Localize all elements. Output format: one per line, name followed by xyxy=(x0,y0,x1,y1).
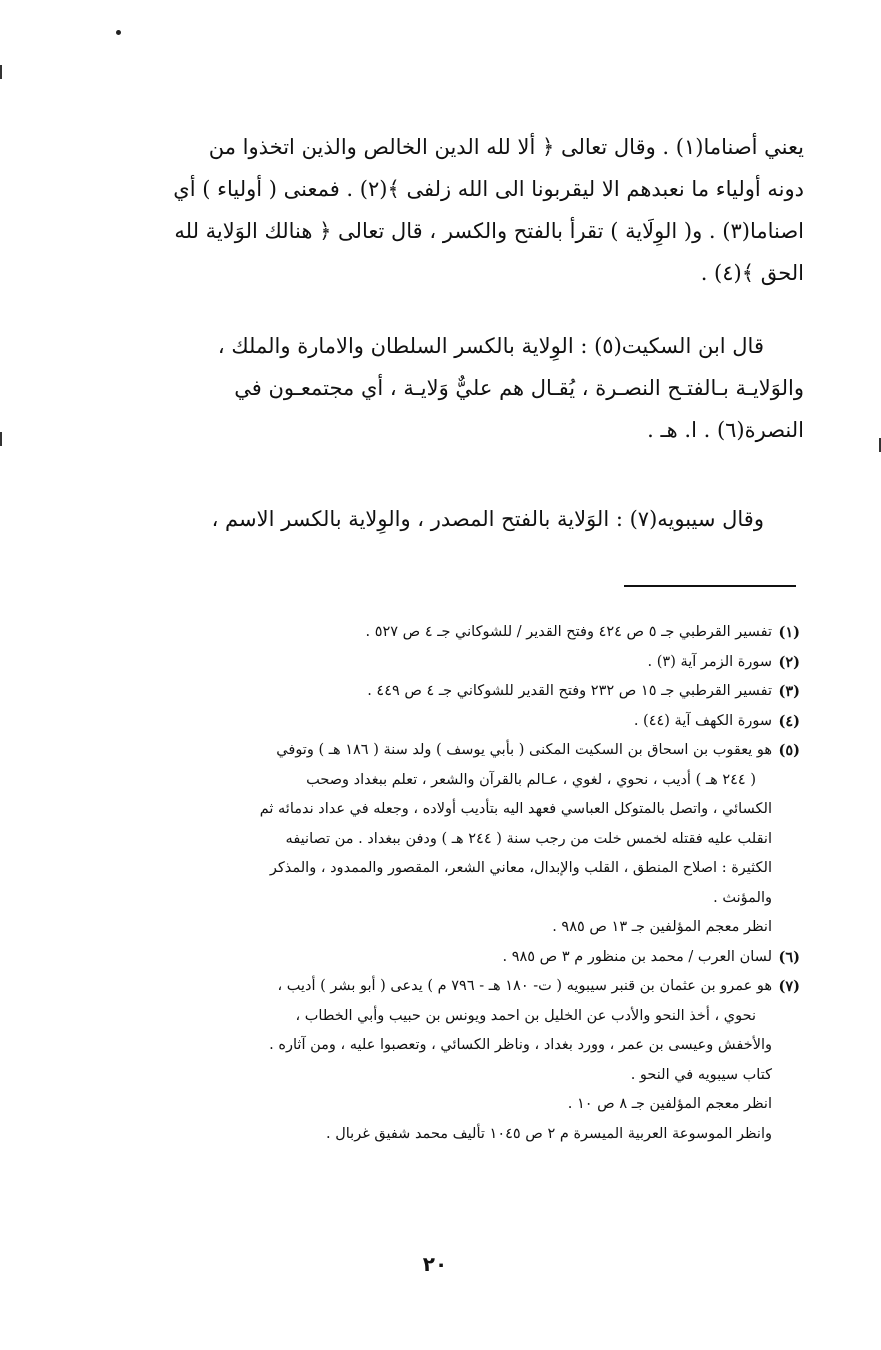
footnote-1 xyxy=(100,618,800,648)
footnote-text: تفسير القرطبي جـ ١٥ ص ٢٣٢ وفتح القدير للشوكاني جـ ٤ ص ٤٤٩ . xyxy=(367,683,772,699)
footnote-6 xyxy=(100,943,800,973)
ink-dot xyxy=(116,30,121,35)
body-line: يعني أصناما(١) . وقال تعالى ﴿ ألا لله الدين الخالص والذين اتخذوا من xyxy=(208,135,804,159)
footnote-text: والأخفش وعيسى بن عمر ، وورد بغداد ، وناظر الكسائي ، وتعصبوا عليه ، ومن آثاره . xyxy=(269,1037,772,1053)
body-paragraph-3 xyxy=(104,498,804,540)
footnote-text: الكثيرة : اصلاح المنطق ، القلب والإبدال، معاني الشعر، المقصور والممدود ، والمذكر xyxy=(269,860,772,876)
footnote-text: هو عمرو بن عثمان بن قنبر سيبويه ( ت- ١٨٠ هـ - ٧٩٦ م ) يدعى ( أبو بشر ) أديب ، xyxy=(277,978,772,994)
body-line: دونه أولياء ما نعبدهم الا ليقربونا الى الله زلفى ﴾(٢) . فمعنى ( أولياء ) أي xyxy=(173,177,804,201)
footnote-text: انقلب عليه فقتله لخمس خلت من رجب سنة ( ٢٤٤ هـ ) ودفن ببغداد . من تصانيفه xyxy=(285,830,772,847)
body-line: اصناما(٣) . و( الوِلَاية ) تقرأ بالفتح والكسر ، قال تعالى ﴿ هنالك الوَلاية لله xyxy=(174,219,804,243)
footnote-text: الكسائي ، واتصل بالمتوكل العباسي فعهد اليه بتأديب أولاده ، وجعله في عداد ندمائه ثم xyxy=(259,801,772,817)
scan-edge-mark xyxy=(0,432,2,446)
body-paragraph-2 xyxy=(104,325,804,451)
footnote-number: (٥) xyxy=(778,742,800,759)
footnote-2 xyxy=(100,648,800,678)
footnote-number: (١) xyxy=(778,624,800,641)
footnote-text: سورة الكهف آية (٤٤) . xyxy=(633,712,772,729)
footnotes xyxy=(100,618,800,1149)
scan-edge-mark xyxy=(0,65,2,79)
footnote-text: انظر معجم المؤلفين جـ ٨ ص ١٠ . xyxy=(567,1096,772,1112)
footnote-text: كتاب سيبويه في النحو . xyxy=(630,1066,772,1083)
footnote-number: (٣) xyxy=(778,683,800,700)
footnote-separator xyxy=(624,585,796,587)
footnote-4 xyxy=(100,707,800,737)
body-paragraph-1 xyxy=(104,126,804,294)
footnote-number: (٦) xyxy=(778,948,800,966)
footnote-text: والمؤنث . xyxy=(713,889,772,906)
footnote-3 xyxy=(100,677,800,707)
footnote-text: تفسير القرطبي جـ ٥ ص ٤٢٤ وفتح القدير / للشوكاني جـ ٤ ص ٥٢٧ . xyxy=(365,624,772,640)
page-number: ٢٠ xyxy=(422,1252,448,1276)
footnote-text: سورة الزمر آية (٣) . xyxy=(647,653,772,670)
footnote-text: انظر معجم المؤلفين جـ ١٣ ص ٩٨٥ . xyxy=(552,919,772,935)
footnote-number: (٢) xyxy=(778,653,800,671)
body-line: والوَلايـة بـالفتـح النصـرة ، يُقـال هم عليٌّ وَلايـة ، أي مجتمعـون في xyxy=(234,376,804,400)
footnote-5 xyxy=(100,736,800,943)
footnote-text: هو يعقوب بن اسحاق بن السكيت المكنى ( بأبي يوسف ) ولد سنة ( ١٨٦ هـ ) وتوفي xyxy=(276,742,772,758)
footnote-text: وانظر الموسوعة العربية الميسرة م ٢ ص ١٠٤٥ تأليف محمد شفيق غربال . xyxy=(325,1125,772,1142)
body-line: قال ابن السكيت(٥) : الوِلاية بالكسر السلطان والامارة والملك ، xyxy=(217,334,764,358)
footnote-number: (٧) xyxy=(778,978,800,995)
body-line: وقال سيبويه(٧) : الوَلاية بالفتح المصدر ، والوِلاية بالكسر الاسم ، xyxy=(211,507,764,531)
footnote-number: (٤) xyxy=(778,712,800,730)
footnote-text: ( ٢٤٤ هـ ) أديب ، نحوي ، لغوي ، عـالم بالقرآن والشعر ، تعلم ببغداد وصحب xyxy=(306,771,756,788)
body-line: النصرة(٦) . ا. هـ . xyxy=(647,418,804,442)
body-line: الحق ﴾(٤) . xyxy=(700,261,804,285)
footnote-text: لسان العرب / محمد بن منظور م ٣ ص ٩٨٥ . xyxy=(502,948,772,965)
footnote-text: نحوي ، أخذ النحو والأدب عن الخليل بن احمد ويونس بن حبيب وأبي الخطاب ، xyxy=(295,1007,756,1024)
footnote-7 xyxy=(100,972,800,1149)
